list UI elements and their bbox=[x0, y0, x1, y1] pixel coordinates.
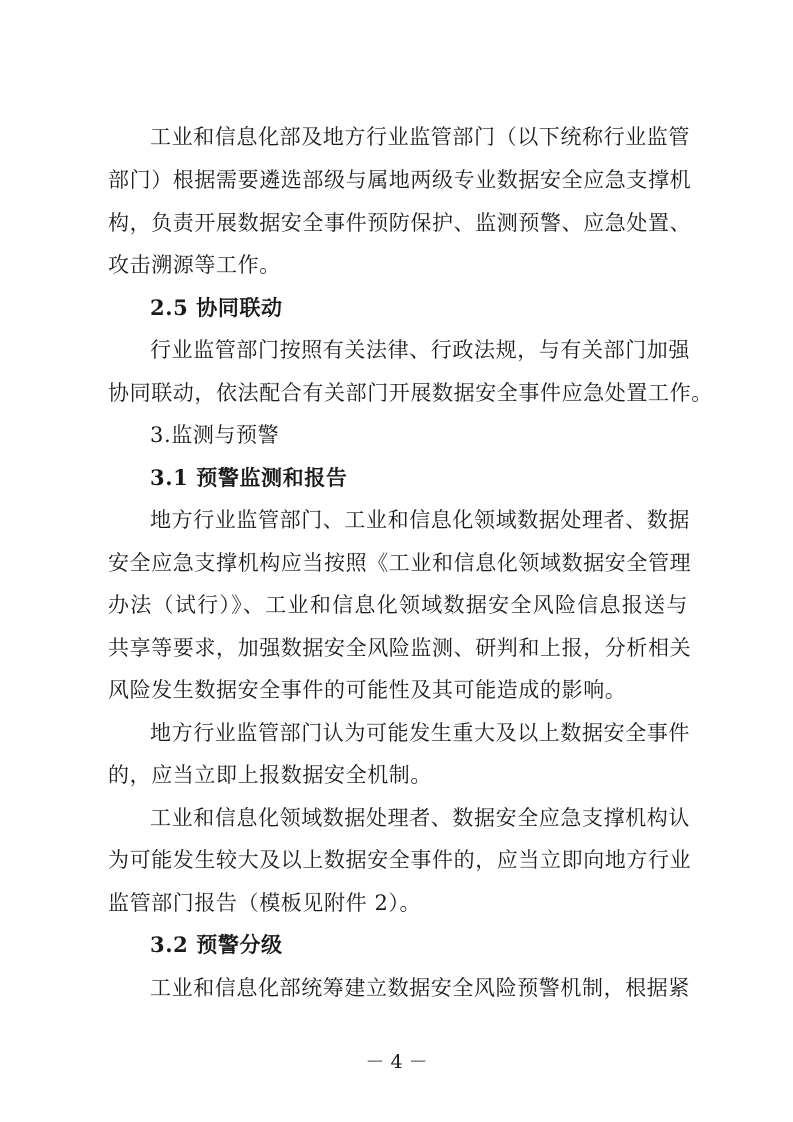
paragraph-line: 地方行业监管部门认为可能发生重大及以上数据安全事件 bbox=[150, 721, 690, 745]
paragraph-line: 工业和信息化部统筹建立数据安全风险预警机制，根据紧 bbox=[150, 976, 690, 1000]
paragraph-line: 行业监管部门按照有关法律、行政法规，与有关部门加强 bbox=[150, 338, 690, 362]
page-number: － 4 － bbox=[365, 1051, 428, 1073]
paragraph-line: 监管部门报告（模板见附件 2）。 bbox=[108, 891, 422, 915]
paragraph-line: 地方行业监管部门、工业和信息化领域数据处理者、数据 bbox=[150, 508, 690, 532]
paragraph-line: 风险发生数据安全事件的可能性及其可能造成的影响。 bbox=[108, 678, 627, 702]
paragraph-line: 协同联动，依法配合有关部门开展数据安全事件应急处置工作。 bbox=[108, 381, 713, 405]
paragraph-line: 为可能发生较大及以上数据安全事件的，应当立即向地方行业 bbox=[108, 848, 692, 872]
paragraph-line: 部门）根据需要遴选部级与属地两级专业数据安全应急支撑机 bbox=[108, 168, 692, 192]
section-heading: 3.2 预警分级 bbox=[150, 932, 283, 957]
paragraph-line: 的，应当立即上报数据安全机制。 bbox=[108, 763, 432, 787]
paragraph-line: 构，负责开展数据安全事件预防保护、监测预警、应急处置、 bbox=[108, 211, 692, 235]
paragraph-line: 办法（试行）》、工业和信息化领域数据安全风险信息报送与 bbox=[108, 593, 688, 617]
paragraph-line: 工业和信息化领域数据处理者、数据安全应急支撑机构认 bbox=[150, 806, 690, 830]
paragraph-line: 工业和信息化部及地方行业监管部门（以下统称行业监管 bbox=[150, 125, 690, 149]
section-heading: 2.5 协同联动 bbox=[150, 295, 283, 320]
paragraph-line: 攻击溯源等工作。 bbox=[108, 253, 281, 277]
paragraph-line: 共享等要求，加强数据安全风险监测、研判和上报，分析相关 bbox=[108, 636, 692, 660]
section-heading: 3.监测与预警 bbox=[150, 423, 280, 447]
section-heading: 3.1 预警监测和报告 bbox=[150, 465, 348, 490]
paragraph-line: 安全应急支撑机构应当按照《工业和信息化领域数据安全管理 bbox=[108, 551, 692, 575]
